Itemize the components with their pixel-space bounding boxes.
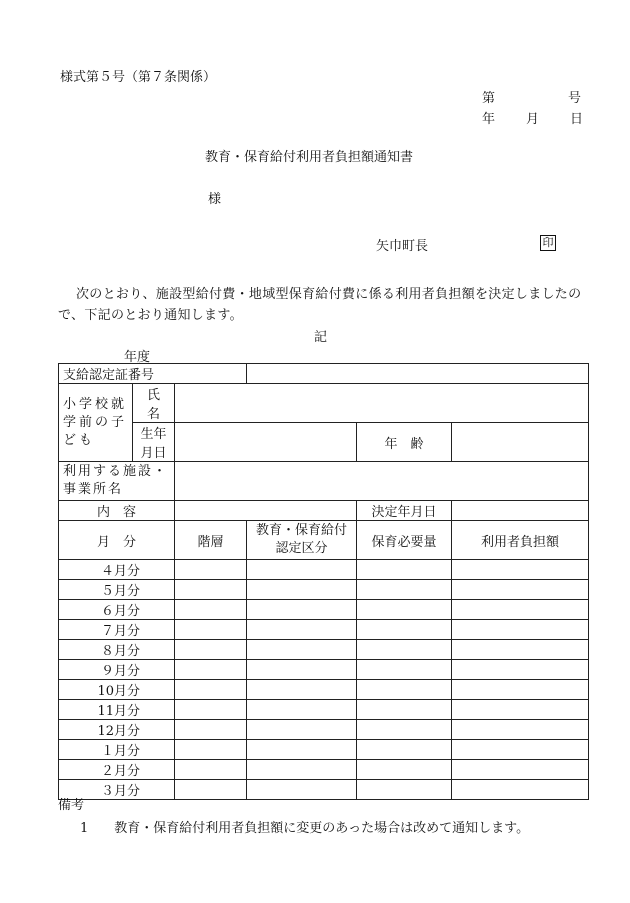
remarks-note: [80, 817, 529, 836]
need-cell[interactable]: [357, 780, 452, 800]
tier-cell[interactable]: [175, 600, 247, 620]
age-label: 年 齢: [357, 423, 452, 462]
category-cell[interactable]: [247, 780, 357, 800]
tier-cell[interactable]: [175, 580, 247, 600]
need-cell[interactable]: [357, 660, 452, 680]
category-cell[interactable]: [247, 760, 357, 780]
category-cell[interactable]: [247, 700, 357, 720]
document-title: 教育・保育給付利用者負担額通知書: [205, 150, 414, 165]
month-row: [59, 700, 589, 720]
burden-cell[interactable]: [452, 740, 589, 760]
need-cell[interactable]: [357, 600, 452, 620]
content-row: [59, 501, 589, 521]
cert-number-label: 支給認定証番号: [59, 364, 247, 384]
need-cell[interactable]: [357, 760, 452, 780]
category-cell[interactable]: [247, 740, 357, 760]
category-cell[interactable]: [247, 680, 357, 700]
note-text: 教育・保育給付利用者負担額に変更のあった場合は改めて通知します。: [114, 821, 530, 836]
category-cell[interactable]: [247, 560, 357, 580]
month-row: [59, 580, 589, 600]
number-suffix: 号: [568, 91, 582, 106]
category-cell[interactable]: [247, 580, 357, 600]
col-category-header: 教育・保育給付認定区分: [247, 521, 357, 560]
category-cell[interactable]: [247, 720, 357, 740]
burden-cell[interactable]: [452, 700, 589, 720]
month-label: 月: [526, 112, 540, 127]
month-row: [59, 640, 589, 660]
category-cell[interactable]: [247, 640, 357, 660]
seal-mark: 印: [540, 235, 556, 251]
tier-cell[interactable]: [175, 620, 247, 640]
col-need-header: 保育必要量: [357, 521, 452, 560]
body-text: 次のとおり、施設型給付費・地域型保育給付費に係る利用者負担額を決定しましたので、下記のとおり通知します。: [58, 287, 582, 323]
birthdate-row: [59, 423, 589, 462]
burden-cell[interactable]: [452, 720, 589, 740]
month-row: [59, 720, 589, 740]
tier-cell[interactable]: [175, 740, 247, 760]
burden-cell[interactable]: [452, 600, 589, 620]
decision-date-value[interactable]: [452, 501, 589, 521]
tier-cell[interactable]: [175, 680, 247, 700]
month-row: [59, 740, 589, 760]
month-label: 11月分: [59, 700, 175, 720]
burden-cell[interactable]: [452, 640, 589, 660]
form-label: 様式第５号（第７条関係）: [60, 70, 217, 85]
col-tier-header: 階層: [175, 521, 247, 560]
month-row: [59, 660, 589, 680]
day-label: 日: [570, 112, 584, 127]
burden-cell[interactable]: [452, 760, 589, 780]
category-cell[interactable]: [247, 620, 357, 640]
month-label: ９月分: [59, 660, 175, 680]
age-value[interactable]: [452, 423, 589, 462]
month-row: [59, 620, 589, 640]
issuer-name: 矢巾町長: [376, 239, 429, 254]
number-label: 第: [482, 91, 496, 106]
cert-number-row: [59, 364, 589, 384]
col-month-header: 月 分: [59, 521, 175, 560]
need-cell[interactable]: [357, 680, 452, 700]
name-label: 氏 名: [133, 384, 175, 423]
tier-cell[interactable]: [175, 700, 247, 720]
month-label: ７月分: [59, 620, 175, 640]
tier-cell[interactable]: [175, 780, 247, 800]
facility-value[interactable]: [175, 462, 589, 501]
month-label: ３月分: [59, 780, 175, 800]
child-label: 小学校就学前の子ども: [59, 384, 133, 462]
burden-table: [58, 363, 589, 800]
month-label: １月分: [59, 740, 175, 760]
need-cell[interactable]: [357, 740, 452, 760]
month-label: ５月分: [59, 580, 175, 600]
month-row: [59, 600, 589, 620]
burden-cell[interactable]: [452, 580, 589, 600]
name-value[interactable]: [175, 384, 589, 423]
month-label: ６月分: [59, 600, 175, 620]
need-cell[interactable]: [357, 560, 452, 580]
month-row: [59, 560, 589, 580]
month-label: ４月分: [59, 560, 175, 580]
content-label: 内 容: [59, 501, 175, 521]
burden-cell[interactable]: [452, 680, 589, 700]
need-cell[interactable]: [357, 720, 452, 740]
birthdate-value[interactable]: [175, 423, 357, 462]
ki-label: 記: [314, 330, 328, 345]
category-cell[interactable]: [247, 600, 357, 620]
tier-cell[interactable]: [175, 560, 247, 580]
cert-number-value[interactable]: [247, 364, 589, 384]
burden-cell[interactable]: [452, 780, 589, 800]
birthdate-label: 生年月日: [133, 423, 175, 462]
burden-cell[interactable]: [452, 660, 589, 680]
month-label: ８月分: [59, 640, 175, 660]
fiscal-year-label: 年度: [124, 350, 151, 365]
need-cell[interactable]: [357, 580, 452, 600]
category-cell[interactable]: [247, 660, 357, 680]
name-row: [59, 384, 589, 423]
month-label: ２月分: [59, 760, 175, 780]
month-row: [59, 760, 589, 780]
facility-row: [59, 462, 589, 501]
month-label: 10月分: [59, 680, 175, 700]
column-header-row: [59, 521, 589, 560]
content-value[interactable]: [175, 501, 357, 521]
tier-cell[interactable]: [175, 640, 247, 660]
burden-cell[interactable]: [452, 560, 589, 580]
tier-cell[interactable]: [175, 720, 247, 740]
decision-date-label: 決定年月日: [357, 501, 452, 521]
col-burden-header: 利用者負担額: [452, 521, 589, 560]
remarks-label: 備考: [58, 798, 85, 813]
month-rows: [59, 560, 589, 800]
burden-cell[interactable]: [452, 620, 589, 640]
addressee-suffix: 様: [208, 192, 222, 207]
facility-label: 利用する施設・事業所名: [59, 462, 175, 501]
month-row: [59, 780, 589, 800]
note-number: 1: [80, 821, 89, 836]
month-label: 12月分: [59, 720, 175, 740]
need-cell[interactable]: [357, 700, 452, 720]
year-label: 年: [482, 112, 496, 127]
need-cell[interactable]: [357, 640, 452, 660]
need-cell[interactable]: [357, 620, 452, 640]
tier-cell[interactable]: [175, 660, 247, 680]
tier-cell[interactable]: [175, 760, 247, 780]
month-row: [59, 680, 589, 700]
